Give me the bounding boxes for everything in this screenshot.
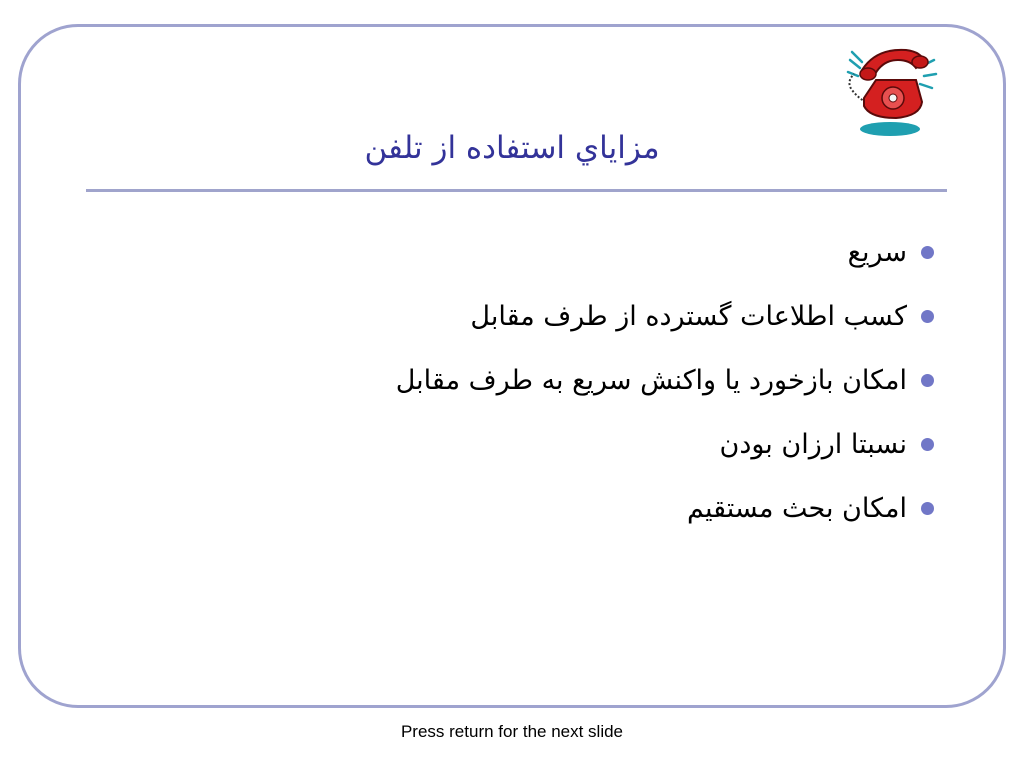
bullet-text: نسبتا ارزان بودن: [719, 428, 907, 460]
bullet-item: [234, 284, 934, 348]
bullet-list: [234, 220, 934, 540]
bullet-dot-icon: [921, 310, 934, 323]
bullet-text: امكان بحث مستقيم: [686, 492, 907, 524]
telephone-icon: [836, 40, 942, 140]
bullet-dot-icon: [921, 246, 934, 259]
bullet-item: [234, 476, 934, 540]
bullet-dot-icon: [921, 438, 934, 451]
next-slide-hint: Press return for the next slide: [400, 722, 624, 741]
bullet-dot-icon: [921, 502, 934, 515]
bullet-text: سريع: [847, 236, 907, 268]
bullet-item: [234, 348, 934, 412]
bullet-item: [234, 412, 934, 476]
bullet-text: كسب اطلاعات گسترده از طرف مقابل: [470, 300, 907, 332]
bullet-item: [234, 220, 934, 284]
title-divider: [86, 189, 947, 192]
bullet-dot-icon: [921, 374, 934, 387]
slide-title: مزاياي استفاده از تلفن: [364, 130, 660, 166]
bullet-text: امكان بازخورد يا واكنش سريع به طرف مقابل: [395, 364, 907, 396]
